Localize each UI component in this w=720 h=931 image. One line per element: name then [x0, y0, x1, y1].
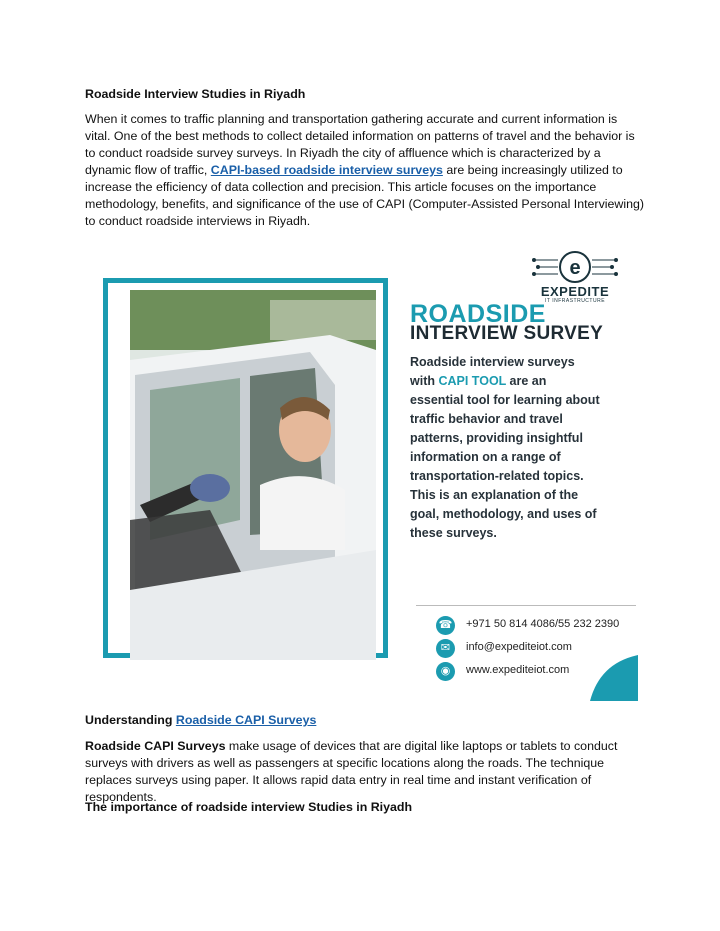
roadside-survey-banner	[98, 250, 638, 700]
banner-title-line2: INTERVIEW SURVEY	[410, 323, 604, 344]
email-icon: ✉	[436, 639, 455, 658]
heading-prefix: Understanding	[85, 713, 176, 727]
globe-icon: ◉	[436, 662, 455, 681]
roadside-capi-surveys-link[interactable]: Roadside CAPI Surveys	[175, 713, 317, 727]
section-heading-intro: Roadside Interview Studies in Riyadh	[85, 87, 306, 101]
contact-divider	[416, 605, 636, 606]
phone-icon: ☎	[436, 616, 455, 635]
corner-accent	[590, 655, 638, 701]
section-heading-understanding	[85, 712, 645, 729]
logo-subtitle: IT INFRASTRUCTURE	[544, 298, 606, 304]
expedite-logo	[530, 250, 620, 305]
driver-photo-illustration	[130, 290, 376, 660]
paragraph-bold-lead: Roadside CAPI Surveys	[85, 739, 229, 753]
banner-desc-highlight: CAPI TOOL	[438, 374, 507, 388]
banner-desc-before: Roadside interview surveys with	[410, 355, 575, 388]
capi-surveys-paragraph	[85, 738, 645, 806]
intro-paragraph	[85, 111, 645, 230]
paragraph-body: make usage of devices that are digital like laptops or tablets to conduct surveys with drivers as well as passengers at specific locations along the roads. The technique replaces surveys using paper. It allows rapid data entry in real time and instant verification of respondents.	[85, 739, 618, 804]
intro-text-before: When it comes to traffic planning and transportation gathering accurate and current information is vital. One of the best methods to collect detailed information on patterns of travel and the behavior is to conduct roadside survey surveys. In Riyadh the city of affluence which is characterized by a dynamic flow of traffic,	[85, 112, 635, 177]
banner-desc-after: are an essential tool for learning about traffic behavior and travel patterns, providing insightful information on a range of transportation-related topics. This is an explanation of the goal, methodology, and uses of these surveys.	[410, 374, 600, 540]
phone-number: +971 50 814 4086/55 232 2390	[466, 618, 620, 630]
intro-text-after: are being increasingly utilized to increase the efficiency of data collection and precision. This article focuses on the importance methodology, benefits, and significance of the use of CAPI (Computer-Assisted Personal Interviewing) to conduct roadside interviews in Riyadh.	[85, 163, 645, 228]
website-url: www.expediteiot.com	[466, 664, 570, 676]
capi-surveys-link[interactable]: CAPI-based roadside interview surveys	[210, 163, 443, 177]
logo-name: EXPEDITE	[540, 284, 610, 299]
banner-description	[410, 353, 600, 543]
corner-accent-shape	[590, 655, 638, 701]
section-heading-importance: The importance of roadside interview Studies in Riyadh	[85, 800, 413, 814]
svg-text:e: e	[569, 257, 581, 279]
driver-interview-photo	[130, 290, 376, 660]
expedite-logo-mark	[530, 250, 620, 284]
banner-title-line1: ROADSIDE	[410, 300, 546, 328]
email-address: info@expediteiot.com	[466, 641, 572, 653]
